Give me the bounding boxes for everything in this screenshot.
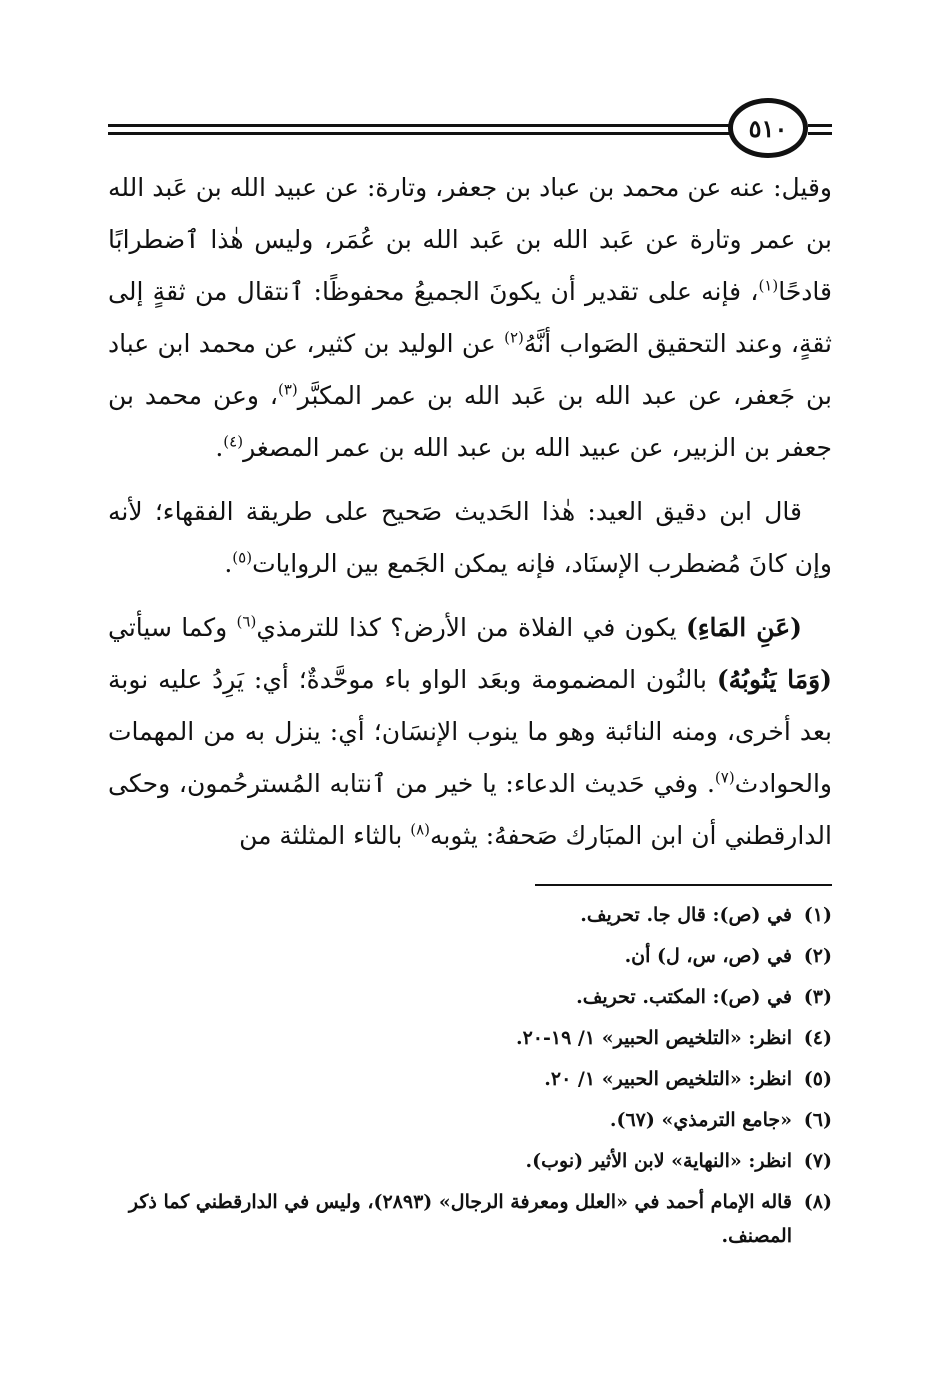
footnote-number: (٨): [803, 1191, 832, 1213]
footnote-number: (٧): [803, 1150, 832, 1172]
paragraph-1-part-a: وقيل: عنه عن محمد بن عباد بن جعفر، وتارة: عن عبيد الله بن عَبد الله بن عمر وتارة عن عَبد الله بن عَبد الله بن عُمَر، وليس هٰذا ٱضطرابًا قادحًا: [108, 173, 832, 306]
footnote-text: قاله الإمام أحمد في «العلل ومعرفة الرجال» (٢٨٩٣)، وليس في الدارقطني كما ذكر المصنف.: [128, 1191, 792, 1247]
header-rule-right-top: [808, 124, 832, 127]
paragraph-3-part-a: يكون في الفلاة من الأرض؟ كذا للترمذي: [256, 613, 686, 642]
footnote-ref-8[interactable]: (٨): [410, 820, 430, 839]
footnote-ref-2[interactable]: (٢): [504, 328, 524, 347]
footnote-number: (٦): [803, 1109, 832, 1131]
paragraph-1-end: .: [215, 433, 224, 462]
paragraph-2-end: .: [224, 549, 233, 578]
paragraph-3-part-e: بالثاء المثلثة من: [239, 821, 411, 850]
header-rule-top: [108, 124, 733, 127]
paragraph-3-part-d: . وفي حَديث الدعاء: يا خير من ٱنتابه المُسترحُمون، وحكى الدارقطني أن ابن المبَارك صَحفهُ: يثوبه: [108, 769, 832, 850]
footnote-ref-1[interactable]: (١): [758, 276, 779, 295]
footnote-2: [108, 939, 832, 980]
footnote-ref-3[interactable]: (٣): [277, 380, 298, 399]
footnote-ref-7[interactable]: (٧): [714, 768, 735, 787]
footnote-number: (٣): [803, 986, 832, 1008]
footnote-text: انظر: «التلخيص الحبير» ١/ ١٩-٢٠.: [515, 1027, 792, 1049]
footnote-text: في (ص، س، ل) أن.: [624, 945, 792, 967]
paragraph-3-part-c: بالنُون المضمومة وبعَد الواو باء موحَّدةٌ؛ أي: يَرِدُ عليه نوبة بعد أخرى، ومنه النائبة وهو ما ينوب الإنسَان؛ أي: ينزل به من المهمات والحوادث: [108, 665, 832, 798]
hadith-term-1: (عَنِ المَاءِ): [685, 613, 803, 642]
paragraph-1: [108, 162, 832, 474]
header-rule-right-bottom: [808, 132, 832, 135]
footnote-number: (٢): [803, 945, 832, 967]
paragraph-3-part-b: وكما سيأتي: [108, 613, 237, 642]
footnote-number: (٤): [803, 1027, 832, 1049]
footnote-text: في (ص): المكتب. تحريف.: [576, 986, 792, 1008]
paragraph-1-part-b: ، فإنه على تقدير أن يكونَ الجميعُ محفوظًا: ٱنتقال من ثقةٍ إلى ثقةٍ، وعند التحقيق الصَواب أنَّهُ: [108, 277, 832, 358]
footnote-ref-5[interactable]: (٥): [232, 548, 253, 567]
paragraph-2: [108, 486, 832, 590]
footnote-number: (٥): [803, 1068, 832, 1090]
footnotes: [108, 898, 832, 1253]
paragraph-3: [108, 602, 832, 862]
footnote-7: [108, 1144, 832, 1185]
footnote-ref-6[interactable]: (٦): [236, 612, 257, 631]
footnote-1: [108, 898, 832, 939]
footnote-separator: [535, 884, 832, 886]
page-number: [728, 98, 808, 158]
footnote-text: «جامع الترمذي» (٦٧).: [609, 1109, 792, 1131]
paragraph-2-text: قال ابن دقيق العيد: هٰذا الحَديث صَحيح على طريقة الفقهاء؛ لأنه وإن كانَ مُضطرب الإسنَاد، فإنه يمكن الجَمع بين الروايات: [108, 497, 832, 578]
footnote-number: (١): [803, 904, 832, 926]
footnote-3: [108, 980, 832, 1021]
footnote-5: [108, 1062, 832, 1103]
footnote-6: [108, 1103, 832, 1144]
footnote-8: [108, 1185, 832, 1253]
main-text: [108, 162, 832, 862]
footnote-ref-4[interactable]: (٤): [223, 432, 244, 451]
footnote-text: انظر: «النهاية» لابن الأثير (نوب).: [525, 1150, 792, 1172]
hadith-term-2: (وَمَا يَنُوبُهُ): [716, 665, 832, 694]
footnote-text: انظر: «التلخيص الحبير» ١/ ٢٠.: [544, 1068, 792, 1090]
paragraph-1-part-d: ، وعن محمد بن جعفر بن الزبير، عن عبيد الله بن عبد الله بن عمر المصغر: [108, 381, 832, 462]
paragraph-1-part-c: عن الوليد بن كثير، عن محمد ابن عباد بن جَعفر، عن عبد الله بن عَبد الله بن عمر المكبَّر: [108, 329, 832, 410]
footnote-text: في (ص): قال جا. تحريف.: [580, 904, 792, 926]
footnote-4: [108, 1021, 832, 1062]
page-number-text: ٥١٠: [748, 113, 788, 143]
header-rule-bottom: [108, 132, 733, 135]
